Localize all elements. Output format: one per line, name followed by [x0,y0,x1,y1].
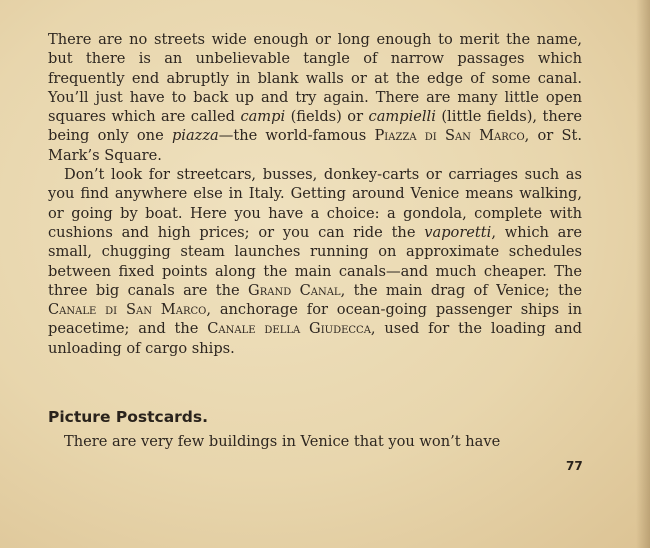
paragraph-text: , used for the loading and unloading of cargo ships. [48,320,582,357]
paragraph-text: (fields) or [285,108,369,126]
paragraph-text: There are very few buildings in Venice that you won’t have [64,433,501,450]
italic-term: vaporetti [424,223,492,241]
small-caps-name: Grand Canal [248,281,341,299]
paragraph-postcards [48,432,582,451]
small-caps-name: Canale della Giudecca [207,320,371,338]
paragraph-text: , the main drag of Venice; the [340,281,582,299]
small-caps-name: Piazza di San Marco [374,127,525,145]
body-text [48,30,582,358]
paragraph-streets [48,30,582,165]
italic-term: campi [240,108,286,126]
page-number: 77 [566,459,583,473]
paragraph-text: (little fields), there being only one [48,108,582,145]
paragraph-text: , anchorage for ocean-going passenger ships in peacetime; and the [48,301,582,338]
paragraph-text: Don’t look for streetcars, busses, donkey-carts or carriages such as you find anywhere else in Italy. Getting around Venice means walking, or going by boat. Here you have a choice: a gondola, complete with cushions and high prices; or you can ride the [48,166,582,241]
section-heading: Picture Postcards. [48,408,209,426]
paragraph-text: —the world-famous [218,127,375,145]
italic-term: piazza [171,127,219,145]
paragraph-text: , which are small, chugging steam launches running on approximate schedules between fixed points along the main canals—and much cheaper. The three big canals are the [48,223,582,299]
paragraph-text: There are no streets wide enough or long enough to merit the name, but there is an unbelievable tangle of narrow passages which frequently end abruptly in blank walls or at the edge of some canal. You’ll just have to back up and try again. There are many little open squares which are called [48,31,582,126]
paragraph-transport [48,165,582,358]
italic-term: campielli [368,108,436,126]
small-caps-name: Canale di San Marco [48,301,207,319]
paragraph-text: , or St. Mark’s Square. [48,127,582,164]
